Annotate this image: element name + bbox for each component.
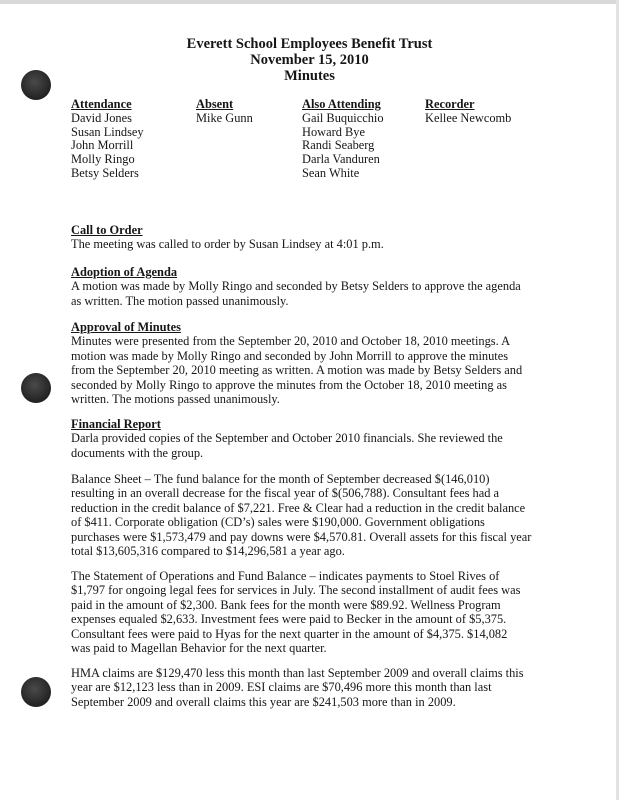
paragraph-line: Darla provided copies of the September and October 2010 financials. She reviewed the (71, 431, 503, 446)
paragraph-line: as written. The motion passed unanimously. (71, 293, 289, 308)
section-heading: Approval of Minutes (71, 320, 181, 334)
punch-hole-bottom (21, 677, 51, 707)
absent-column (196, 98, 253, 126)
also-attending-name: Sean White (302, 165, 360, 180)
paragraph-line: September 2009 and overall claims this year are $241,503 more than in 2009. (71, 694, 456, 709)
paragraph-line: motion was made by Molly Ringo and seconded by John Morrill to approve the minutes (71, 348, 509, 363)
also-attending-name: Gail Buquicchio (302, 110, 384, 125)
attendee-name: Susan Lindsey (71, 124, 144, 139)
paragraph-line: The Statement of Operations and Fund Balance – indicates payments to Stoel Rives of (71, 569, 500, 583)
also-attending-name: Darla Vanduren (302, 152, 380, 167)
paragraph-line: seconded by Molly Ringo to approve the minutes from the October 18, 2010 meeting as (71, 377, 507, 392)
attendee-name: David Jones (71, 110, 132, 125)
section-heading: Call to Order (71, 223, 143, 237)
claims-paragraph (71, 666, 541, 709)
also-attending-heading: Also Attending (302, 97, 381, 111)
paragraph-line: paid in the amount of $2,300. Bank fees for the month were $89.92. Wellness Program (71, 597, 501, 612)
financial-report-section (71, 417, 541, 460)
recorder-heading: Recorder (425, 97, 475, 111)
absent-name: Mike Gunn (196, 110, 253, 125)
absent-heading: Absent (196, 97, 234, 111)
scan-edge-top (0, 0, 619, 4)
balance-sheet-paragraph (71, 472, 541, 558)
paragraph-line: expenses equaled $2,633. Investment fees were paid to Becker in the amount of $5,375. (71, 612, 507, 627)
paragraph-line: The meeting was called to order by Susan Lindsey at 4:01 p.m. (71, 237, 384, 252)
section-heading: Financial Report (71, 417, 161, 431)
also-attending-column (302, 98, 384, 181)
approval-of-minutes-section (71, 320, 541, 406)
paragraph-line: Consultant fees were paid to Hyas for the next quarter in the amount of $4,375. $14,082 (71, 626, 508, 641)
paragraph-line: Minutes were presented from the September 20, 2010 and October 18, 2010 meetings. A (71, 334, 511, 349)
attendance-column (71, 98, 144, 181)
attendee-name: John Morrill (71, 138, 134, 153)
paragraph-line: written. The motions passed unanimously. (71, 392, 280, 407)
recorder-name: Kellee Newcomb (425, 110, 512, 125)
paragraph-line: A motion was made by Molly Ringo and seconded by Betsy Selders to approve the agenda (71, 279, 521, 294)
org-title: Everett School Employees Benefit Trust (186, 36, 433, 52)
also-attending-name: Howard Bye (302, 124, 365, 139)
document-header (0, 36, 619, 84)
meeting-date: November 15, 2010 (250, 52, 369, 68)
paragraph-line: $1,797 for ongoing legal fees for services in July. The second installment of audit fees was (71, 583, 521, 598)
attendance-heading: Attendance (71, 97, 132, 111)
paragraph-line: Balance Sheet – The fund balance for the month of September decreased $(146,010) (71, 472, 490, 486)
punch-hole-middle (21, 373, 51, 403)
call-to-order-section (71, 223, 541, 252)
paragraph-line: of $411. Corporate obligation (CD’s) sales were $190,000. Government obligations (71, 515, 485, 530)
paragraph-line: total $13,605,316 compared to $14,296,581 a year ago. (71, 544, 345, 559)
paragraph-line: documents with the group. (71, 445, 204, 460)
paragraph-line: reduction in the credit balance of $7,221. Free & Clear had a reduction in the credit balance (71, 500, 526, 515)
paragraph-line: HMA claims are $129,470 less this month than last September 2009 and overall claims this (71, 666, 524, 680)
paragraph-line: resulting in an overall decrease for the fiscal year of $(506,788). Consultant fees had a (71, 486, 500, 501)
section-heading: Adoption of Agenda (71, 265, 178, 279)
also-attending-name: Randi Seaberg (302, 138, 375, 153)
paragraph-line: from the September 20, 2010 meeting as written. A motion was made by Betsy Selders and (71, 363, 523, 378)
doc-type: Minutes (284, 68, 335, 84)
adoption-of-agenda-section (71, 265, 541, 308)
operations-paragraph (71, 569, 541, 655)
paragraph-line: year are $12,123 less than in 2009. ESI claims are $70,496 more this month than last (71, 680, 492, 695)
paragraph-line: purchases were $1,573,479 and pay downs were $4,570.81. Overall assets for this fiscal year (71, 529, 532, 544)
paragraph-line: was paid to Magellan Behavior for the next quarter. (71, 641, 327, 656)
attendee-name: Molly Ringo (71, 152, 135, 167)
attendee-name: Betsy Selders (71, 165, 139, 180)
recorder-column (425, 98, 511, 126)
